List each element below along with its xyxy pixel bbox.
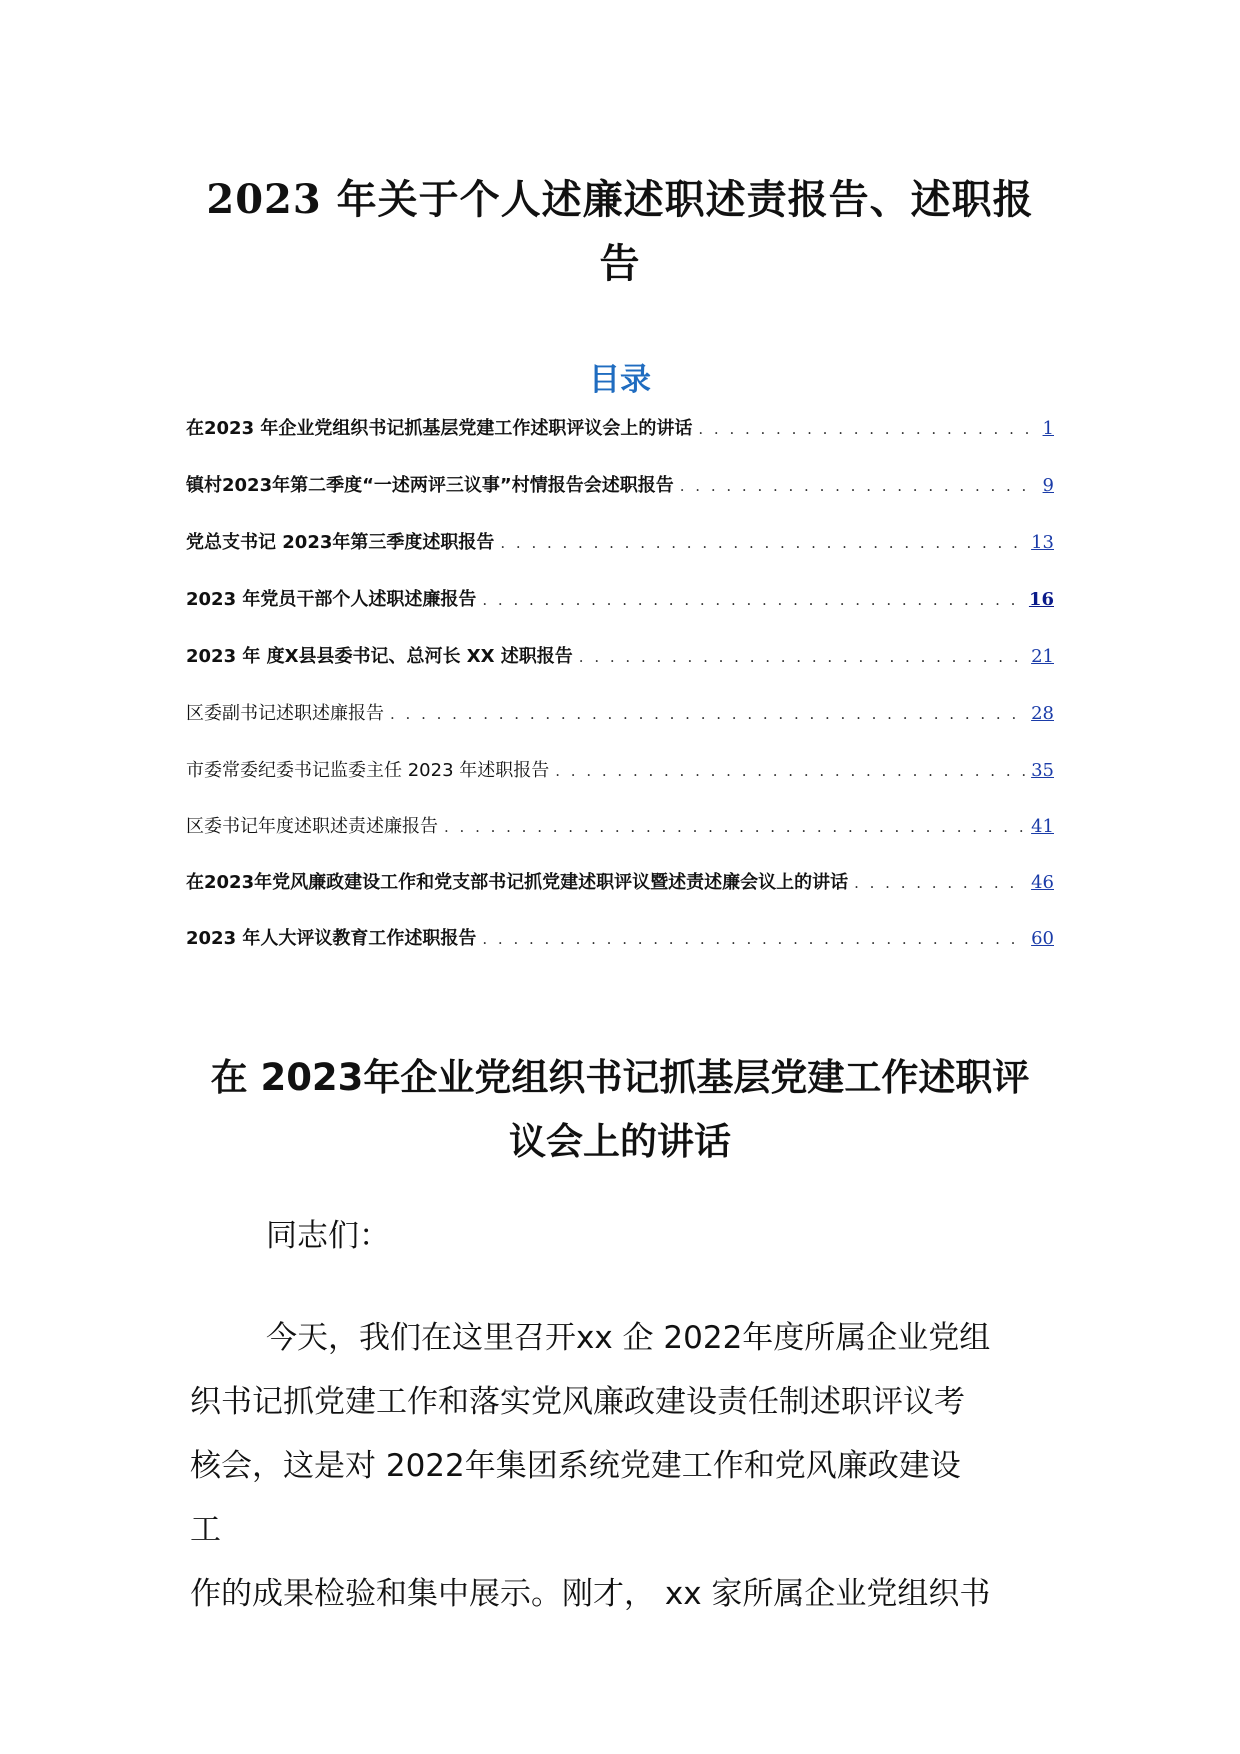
section-title (180, 1046, 1060, 1174)
body-line: 工 (190, 1512, 221, 1548)
toc-leader-dots (555, 756, 1025, 786)
toc-entry[interactable] (186, 699, 1054, 756)
toc-page-link[interactable]: 1 (1042, 418, 1054, 439)
table-of-contents (186, 414, 1054, 980)
toc-leader-dots (482, 924, 1025, 954)
toc-entry-label[interactable]: 2023 年 度X县县委书记、总河长 XX 述职报告 (186, 646, 573, 667)
body-line: 作的成果检验和集中展示。刚才， xx 家所属企业党组织书 (190, 1576, 991, 1612)
toc-entry-label[interactable]: 党总支书记 2023年第三季度述职报告 (186, 532, 495, 553)
toc-entry-label[interactable]: 在2023 年企业党组织书记抓基层党建工作述职评议会上的讲话 (186, 418, 693, 439)
toc-page-link[interactable]: 41 (1031, 816, 1054, 837)
toc-entry[interactable] (186, 585, 1054, 642)
toc-entry[interactable] (186, 924, 1054, 980)
toc-entry[interactable] (186, 812, 1054, 868)
toc-entry[interactable] (186, 471, 1054, 528)
toc-page-link[interactable]: 28 (1031, 703, 1054, 724)
toc-entry-label[interactable]: 2023 年党员干部个人述职述廉报告 (186, 589, 477, 610)
body-paragraph (190, 1306, 1050, 1626)
document-title-line-1: 2023 年关于个人述廉述职述责报告、述职报 (206, 176, 1034, 223)
document-title-line-2: 告 (599, 240, 641, 287)
toc-entry[interactable] (186, 528, 1054, 585)
toc-entry-label[interactable]: 市委常委纪委书记监委主任 2023 年述职报告 (186, 760, 550, 781)
toc-heading: 目录 (589, 362, 651, 398)
toc-leader-dots (854, 868, 1025, 898)
toc-page-link[interactable]: 21 (1031, 646, 1054, 667)
toc-page-link[interactable]: 60 (1031, 928, 1054, 949)
toc-page-link[interactable]: 13 (1031, 532, 1054, 553)
toc-entry[interactable] (186, 414, 1054, 471)
toc-page-link[interactable]: 16 (1028, 589, 1054, 610)
toc-leader-dots (444, 812, 1025, 842)
toc-leader-dots (500, 528, 1025, 558)
toc-leader-dots (680, 471, 1037, 501)
section-title-line-2: 议会上的讲话 (509, 1120, 731, 1163)
section-title-line-1: 在 2023年企业党组织书记抓基层党建工作述职评 (210, 1056, 1030, 1099)
salutation: 同志们： (266, 1218, 390, 1254)
toc-entry-label[interactable]: 区委书记年度述职述责述廉报告 (186, 816, 438, 837)
toc-entry[interactable] (186, 756, 1054, 812)
toc-entry-label[interactable]: 镇村2023年第二季度“一述两评三议事”村情报告会述职报告 (186, 475, 674, 496)
toc-leader-dots (390, 699, 1025, 729)
toc-leader-dots (482, 585, 1023, 615)
toc-leader-dots (698, 414, 1036, 444)
toc-entry-label[interactable]: 区委副书记述职述廉报告 (186, 703, 384, 724)
toc-entry[interactable] (186, 642, 1054, 699)
toc-leader-dots (579, 642, 1025, 672)
toc-entry[interactable] (186, 868, 1054, 924)
toc-page-link[interactable]: 35 (1031, 760, 1054, 781)
toc-page-link[interactable]: 46 (1031, 872, 1054, 893)
toc-entry-label[interactable]: 在2023年党风廉政建设工作和党支部书记抓党建述职评议暨述责述廉会议上的讲话 (186, 872, 849, 893)
toc-page-link[interactable]: 9 (1042, 475, 1054, 496)
body-line: 核会，这是对 2022年集团系统党建工作和党风廉政建设 (190, 1448, 961, 1484)
body-line: 今天，我们在这里召开xx 企 2022年度所属企业党组 (266, 1320, 991, 1356)
body-line: 织书记抓党建工作和落实党风廉政建设责任制述职评议考 (190, 1384, 965, 1420)
document-title (170, 168, 1070, 296)
toc-entry-label[interactable]: 2023 年人大评议教育工作述职报告 (186, 928, 477, 949)
